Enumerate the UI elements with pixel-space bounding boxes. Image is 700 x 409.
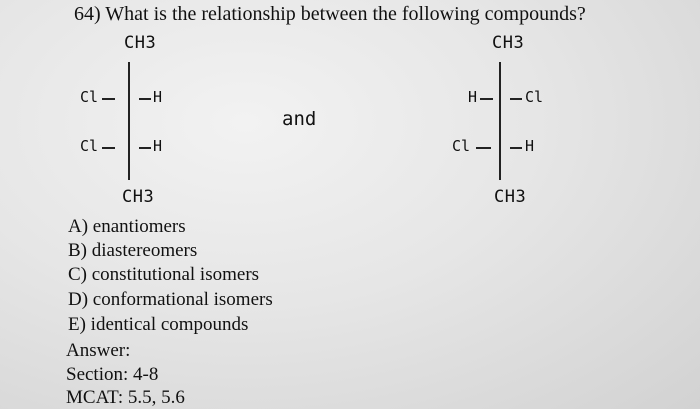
right-row1-right-bond [510,98,522,100]
left-bottom-ch3: CH3 [122,187,155,207]
left-row1-left-atom: Cl [80,88,99,106]
choice-d: D) conformational isomers [68,289,273,310]
mcat-label: MCAT: 5.5, 5.6 [66,387,185,408]
answer-label: Answer: [66,340,131,361]
choice-b: B) diastereomers [68,240,198,261]
question-text: 64) What is the relationship between the following compounds? [74,3,586,25]
left-row2-right-bond [139,147,151,149]
choice-a: A) enantiomers [68,216,186,237]
right-row1-left-atom: H [468,88,478,106]
choice-e: E) identical compounds [68,314,249,335]
right-top-ch3: CH3 [492,33,525,53]
left-row2-left-atom: Cl [80,137,99,155]
right-vertical-bond [499,62,501,180]
right-row2-right-bond [510,147,522,149]
left-row1-left-bond [102,98,115,100]
left-row2-right-atom: H [153,137,163,155]
right-row2-left-atom: Cl [452,137,471,155]
right-row2-right-atom: H [525,137,535,155]
right-row1-left-bond [480,98,493,100]
left-row2-left-bond [102,147,115,149]
right-row2-left-bond [476,147,491,149]
right-row1-right-atom: Cl [525,88,544,106]
section-label: Section: 4-8 [66,364,159,385]
right-bottom-ch3: CH3 [494,187,527,207]
left-vertical-bond [128,62,130,180]
and-connector: and [282,108,317,130]
left-row1-right-bond [139,98,151,100]
left-top-ch3: CH3 [124,33,157,53]
left-row1-right-atom: H [153,88,163,106]
choice-c: C) constitutional isomers [68,264,260,285]
